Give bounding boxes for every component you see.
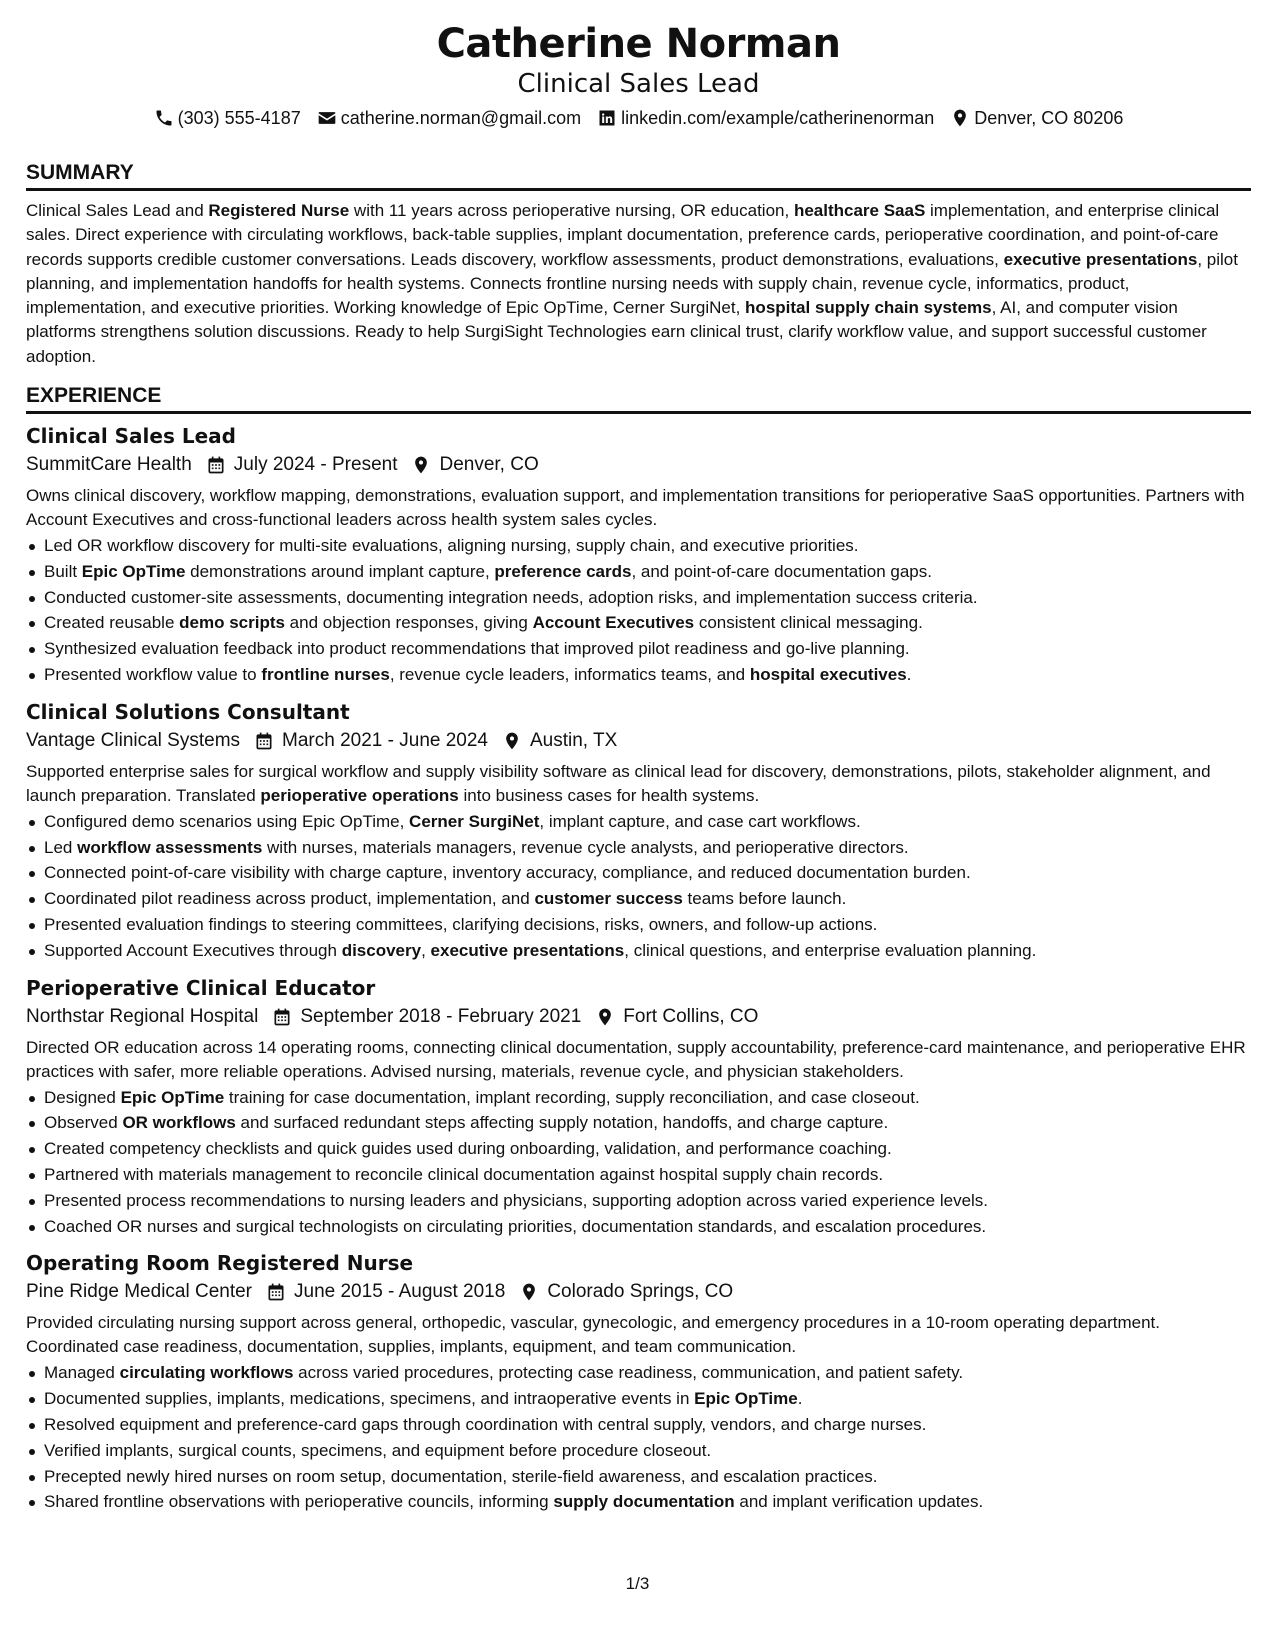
job-entry	[26, 1249, 1251, 1515]
location-pin-icon	[950, 108, 970, 128]
job-meta	[26, 1277, 1251, 1307]
bullet-item: Connected point-of-care visibility with charge capture, inventory accuracy, compliance, and reduced documentation burden.	[26, 860, 1251, 886]
job-title: Clinical Solutions Consultant	[26, 699, 350, 724]
location-text: Denver, CO 80206	[974, 108, 1124, 128]
job-title: Clinical Sales Lead	[26, 424, 236, 449]
bullet-item: Designed Epic OpTime training for case documentation, implant recording, supply reconciliation, and case closeout.	[26, 1085, 1251, 1111]
contact-phone	[154, 106, 301, 130]
calendar-icon	[254, 731, 274, 751]
summary-heading: SUMMARY	[26, 160, 1251, 191]
job-title: Perioperative Clinical Educator	[26, 975, 376, 1000]
bold-text: workflow assessments	[77, 837, 263, 857]
job-entry	[26, 698, 1251, 964]
bold-text: demo scripts	[179, 613, 285, 633]
bold-text: preference cards	[494, 561, 632, 581]
bullet-item: Configured demo scenarios using Epic OpTime, Cerner SurgiNet, implant capture, and case cart workflows.	[26, 809, 1251, 835]
bold-text: Epic OpTime	[694, 1389, 798, 1409]
bold-text: executive presentations	[1003, 249, 1198, 269]
contact-linkedin[interactable]	[597, 106, 934, 130]
bullet-item: Presented workflow value to frontline nurses, revenue cycle leaders, informatics teams, and hospital executives.	[26, 662, 1251, 688]
location-pin-icon	[411, 455, 431, 475]
calendar-icon	[206, 455, 226, 475]
linkedin-text[interactable]: linkedin.com/example/catherinenorman	[621, 108, 935, 128]
contact-email[interactable]	[317, 106, 581, 130]
job-description: Owns clinical discovery, workflow mapping, demonstrations, evaluation support, and implementation transitions for perioperative SaaS opportunities. Partners with Account Executives and cross-functional leaders across health system sales cycles.	[26, 486, 1245, 530]
bold-text: frontline nurses	[261, 665, 390, 685]
bullet-item: Synthesized evaluation feedback into product recommendations that improved pilot readiness and go-live planning.	[26, 636, 1251, 662]
bold-text: Epic OpTime	[120, 1087, 225, 1107]
calendar-icon	[272, 1007, 292, 1027]
bullet-item: Shared frontline observations with perioperative councils, informing supply documentation and implant verification updates.	[26, 1489, 1251, 1515]
job-bullets	[26, 1360, 1251, 1515]
bold-text: Account Executives	[532, 613, 695, 633]
location-pin-icon	[519, 1282, 539, 1302]
job-bullets	[26, 1085, 1251, 1240]
bold-text: supply documentation	[553, 1492, 735, 1512]
bullet-item: Led workflow assessments with nurses, materials managers, revenue cycle analysts, and perioperative directors.	[26, 835, 1251, 861]
job-bullets	[26, 809, 1251, 964]
company-name: Vantage Clinical Systems	[26, 729, 241, 751]
job-dates: June 2015 - August 2018	[294, 1281, 506, 1303]
job-entry	[26, 974, 1251, 1240]
linkedin-icon	[597, 108, 617, 128]
experience-heading: EXPERIENCE	[26, 383, 1251, 414]
phone-icon	[154, 108, 174, 128]
bullet-item: Led OR workflow discovery for multi-site evaluations, aligning nursing, supply chain, and executive priorities.	[26, 533, 1251, 559]
bold-text: Registered Nurse	[208, 201, 350, 220]
bold-text: healthcare SaaS	[793, 201, 926, 220]
contact-location	[950, 106, 1123, 130]
job-title: Operating Room Registered Nurse	[26, 1251, 414, 1276]
bold-text: hospital supply chain systems	[745, 298, 992, 318]
bullet-item: Verified implants, surgical counts, specimens, and equipment before procedure closeout.	[26, 1438, 1251, 1464]
job-meta	[26, 1002, 1251, 1032]
bold-text: circulating workflows	[119, 1363, 294, 1383]
page-number: 1/3	[625, 1574, 650, 1593]
job-dates: September 2018 - February 2021	[300, 1005, 582, 1027]
job-dates: July 2024 - Present	[233, 454, 398, 476]
bullet-item: Presented evaluation findings to steering committees, clarifying decisions, risks, owners, and follow-up actions.	[26, 912, 1251, 938]
bullet-item: Conducted customer-site assessments, documenting integration needs, adoption risks, and implementation success criteria.	[26, 585, 1251, 611]
job-location: Austin, TX	[530, 729, 618, 751]
bullet-item: Supported Account Executives through discovery, executive presentations, clinical questions, and enterprise evaluation planning.	[26, 938, 1251, 964]
bullet-item: Observed OR workflows and surfaced redundant steps affecting supply notation, handoffs, and charge capture.	[26, 1110, 1251, 1136]
location-pin-icon	[502, 731, 522, 751]
job-meta	[26, 726, 1251, 756]
resume-page	[26, 20, 1251, 1525]
candidate-title: Clinical Sales Lead	[517, 69, 760, 99]
job-location: Denver, CO	[439, 454, 539, 476]
bullet-item: Coordinated pilot readiness across product, implementation, and customer success teams before launch.	[26, 886, 1251, 912]
calendar-icon	[266, 1282, 286, 1302]
bullet-item: Managed circulating workflows across varied procedures, protecting case readiness, communication, and patient safety.	[26, 1360, 1251, 1386]
bold-text: Epic OpTime	[81, 561, 186, 581]
job-dates: March 2021 - June 2024	[282, 729, 488, 751]
job-description: Supported enterprise sales for surgical workflow and supply visibility software as clinical lead for discovery, demonstrations, pilots, stakeholder alignment, and launch preparation. Translated perioperative operations into business cases for health systems.	[26, 761, 1211, 805]
bullet-item: Precepted newly hired nurses on room setup, documentation, sterile-field awareness, and escalation practices.	[26, 1464, 1251, 1490]
bold-text: OR workflows	[122, 1113, 236, 1133]
location-pin-icon	[595, 1007, 615, 1027]
job-bullets	[26, 533, 1251, 688]
bullet-item: Created reusable demo scripts and objection responses, giving Account Executives consistent clinical messaging.	[26, 610, 1251, 636]
bold-text: hospital executives	[749, 665, 907, 685]
envelope-icon	[317, 108, 337, 128]
bold-text: Cerner SurgiNet	[409, 811, 540, 831]
bold-text: customer success	[534, 889, 683, 909]
bullet-item: Presented process recommendations to nursing leaders and physicians, supporting adoption across varied experience levels.	[26, 1188, 1251, 1214]
bullet-item: Resolved equipment and preference-card gaps through coordination with central supply, vendors, and charge nurses.	[26, 1412, 1251, 1438]
email-text[interactable]: catherine.norman@gmail.com	[340, 108, 582, 128]
bold-text: executive presentations	[430, 940, 625, 960]
job-location: Fort Collins, CO	[623, 1005, 759, 1027]
bullet-item: Coached OR nurses and surgical technologists on circulating priorities, documentation standards, and escalation procedures.	[26, 1214, 1251, 1240]
job-description: Provided circulating nursing support across general, orthopedic, vascular, gynecologic, and emergency procedures in a 10-room operating department. Coordinated case readiness, documentation, supplies, implants, equipment, and team communication.	[26, 1313, 1160, 1357]
candidate-name: Catherine Norman	[436, 21, 841, 67]
company-name: Pine Ridge Medical Center	[26, 1281, 253, 1303]
bullet-item: Created competency checklists and quick guides used during onboarding, validation, and performance coaching.	[26, 1136, 1251, 1162]
bold-text: discovery	[341, 940, 422, 960]
bullet-item: Partnered with materials management to reconcile clinical documentation against hospital supply chain records.	[26, 1162, 1251, 1188]
bold-text: perioperative operations	[260, 785, 459, 805]
job-description: Directed OR education across 14 operating rooms, connecting clinical documentation, supply accountability, preference-card maintenance, and perioperative EHR practices with safer, more reliable operations. Advised nursing, materials, revenue cycle, and physician stakeholders.	[26, 1037, 1246, 1081]
job-meta	[26, 450, 1251, 480]
summary-text: Clinical Sales Lead and Registered Nurse with 11 years across perioperative nursing, OR education, healthcare SaaS implementation, and enterprise clinical sales. Direct experience with circulating workflows, back-table supplies, implant documentation, preference cards, perioperative coordination, and point-of-care records supports credible customer conversations. Leads discovery, workflow assessments, product demonstrations, evaluations, executive presentations, pilot planning, and implementation handoffs for health systems. Connects frontline nursing needs with supply chain, revenue cycle, informatics, product, implementation, and executive priorities. Working knowledge of Epic OpTime, Cerner SurgiNet, hospital supply chain systems, AI, and computer vision platforms strengthens solution discussions. Ready to help SurgiSight Technologies earn clinical trust, clarify workflow value, and support successful customer adoption.	[26, 201, 1238, 366]
job-location: Colorado Springs, CO	[547, 1281, 734, 1303]
contact-bar	[26, 106, 1251, 130]
company-name: Northstar Regional Hospital	[26, 1005, 259, 1027]
job-entry	[26, 422, 1251, 688]
phone-text: (303) 555-4187	[177, 108, 301, 128]
company-name: SummitCare Health	[26, 454, 192, 476]
bullet-item: Built Epic OpTime demonstrations around implant capture, preference cards, and point-of-care documentation gaps.	[26, 559, 1251, 585]
experience-list	[26, 422, 1251, 1515]
bullet-item: Documented supplies, implants, medications, specimens, and intraoperative events in Epic OpTime.	[26, 1386, 1251, 1412]
